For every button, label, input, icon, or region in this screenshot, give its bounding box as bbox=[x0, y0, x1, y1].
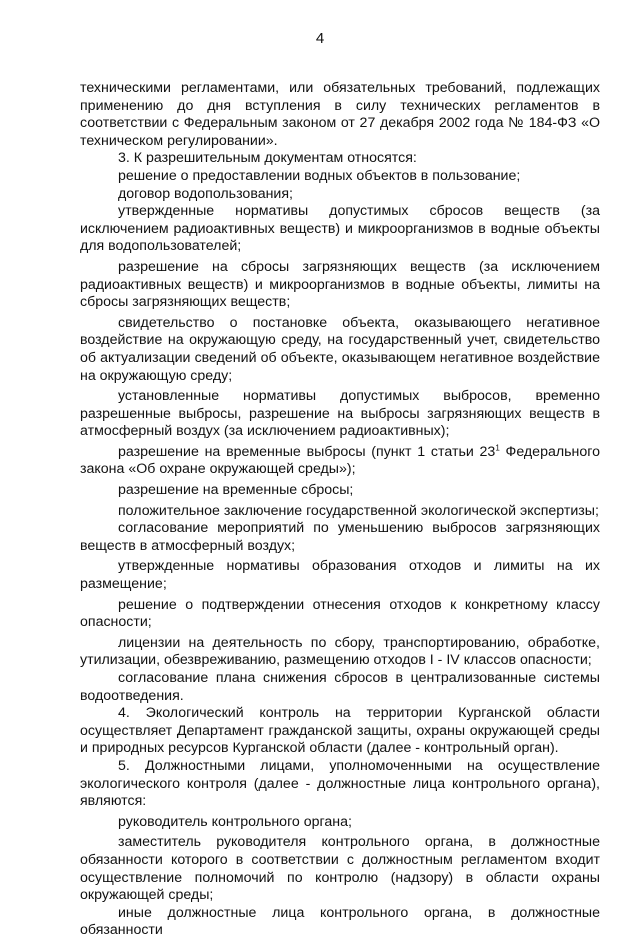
list-item: договор водопользования; bbox=[118, 185, 293, 202]
list-item: решение о подтверждении отнесения отходов к конкретному классу опасности; bbox=[80, 596, 600, 631]
page-number: 4 bbox=[315, 30, 325, 47]
list-item: лицензии на деятельность по сбору, транспортированию, обработке, утилизации, обезвреживанию, размещению отходов I - IV классов опасности; bbox=[80, 634, 600, 669]
list-item: установленные нормативы допустимых выбросов, временно разрешенные выбросы, разрешение на выбросы загрязняющих веществ в атмосферный воздух (за исключением радиоактивных); bbox=[80, 388, 600, 440]
document-body bbox=[80, 80, 600, 940]
paragraph-item-3: 3. К разрешительным документам относятся: bbox=[118, 150, 417, 167]
list-item: согласование плана снижения сбросов в централизованные системы водоотведения. bbox=[80, 670, 600, 704]
paragraph-item-4: 4. Экологический контроль на территории Курганской области осуществляет Департамент гражданской защиты, охраны окружающей среды и природных ресурсов Курганской области (далее - контрольный орган). bbox=[80, 705, 600, 757]
list-item: руководитель контрольного органа; bbox=[118, 813, 352, 830]
list-item: положительное заключение государственной экологической экспертизы; bbox=[118, 502, 599, 519]
list-item: разрешение на временные сбросы; bbox=[118, 482, 354, 499]
paragraph-item-5: 5. Должностными лицами, уполномоченными на осуществление экологического контроля (далее - должностные лица контрольного органа), являются: bbox=[80, 757, 600, 810]
list-item: разрешение на сбросы загрязняющих веществ (за исключением радиоактивных веществ) и микроорганизмов в водные объекты, лимиты на сбросы загрязняющих веществ; bbox=[80, 258, 600, 311]
list-item: иные должностные лица контрольного органа, в должностные обязанности bbox=[80, 904, 600, 939]
list-item: заместитель руководителя контрольного органа, в должностные обязанности которого в соответствии с должностным регламентом входит осуществление полномочий по контролю (надзору) в области охраны окружающей среды; bbox=[80, 834, 600, 904]
list-item: утвержденные нормативы образования отходов и лимиты на их размещение; bbox=[80, 558, 600, 593]
list-item: согласование мероприятий по уменьшению выбросов загрязняющих веществ в атмосферный воздух; bbox=[80, 520, 600, 554]
list-item: решение о предоставлении водных объектов в пользование; bbox=[118, 167, 521, 184]
list-item bbox=[80, 444, 600, 479]
list-item: утвержденные нормативы допустимых сбросов веществ (за исключением радиоактивных веществ) и микроорганизмов в водные объекты для водопользователей; bbox=[80, 203, 600, 255]
paragraph-continuation: техническими регламентами, или обязательных требований, подлежащих применению до дня вступления в силу технических регламентов в соответствии с Федеральным законом от 27 декабря 2002 года № 184-ФЗ «О техническом регулировании». bbox=[80, 80, 600, 149]
superscript: 1 bbox=[495, 443, 500, 453]
text-segment: разрешение на временные выбросы (пункт 1 статьи 23 bbox=[118, 443, 496, 460]
list-item: свидетельство о постановке объекта, оказывающего негативное воздействие на окружающую среду, на государственный учет, свидетельство об актуализации сведений об объекте, оказывающем негативное воздействие на окружающую среду; bbox=[80, 314, 600, 384]
text-segment: Федерального закона «Об охране окружающей среды»); bbox=[80, 443, 601, 478]
